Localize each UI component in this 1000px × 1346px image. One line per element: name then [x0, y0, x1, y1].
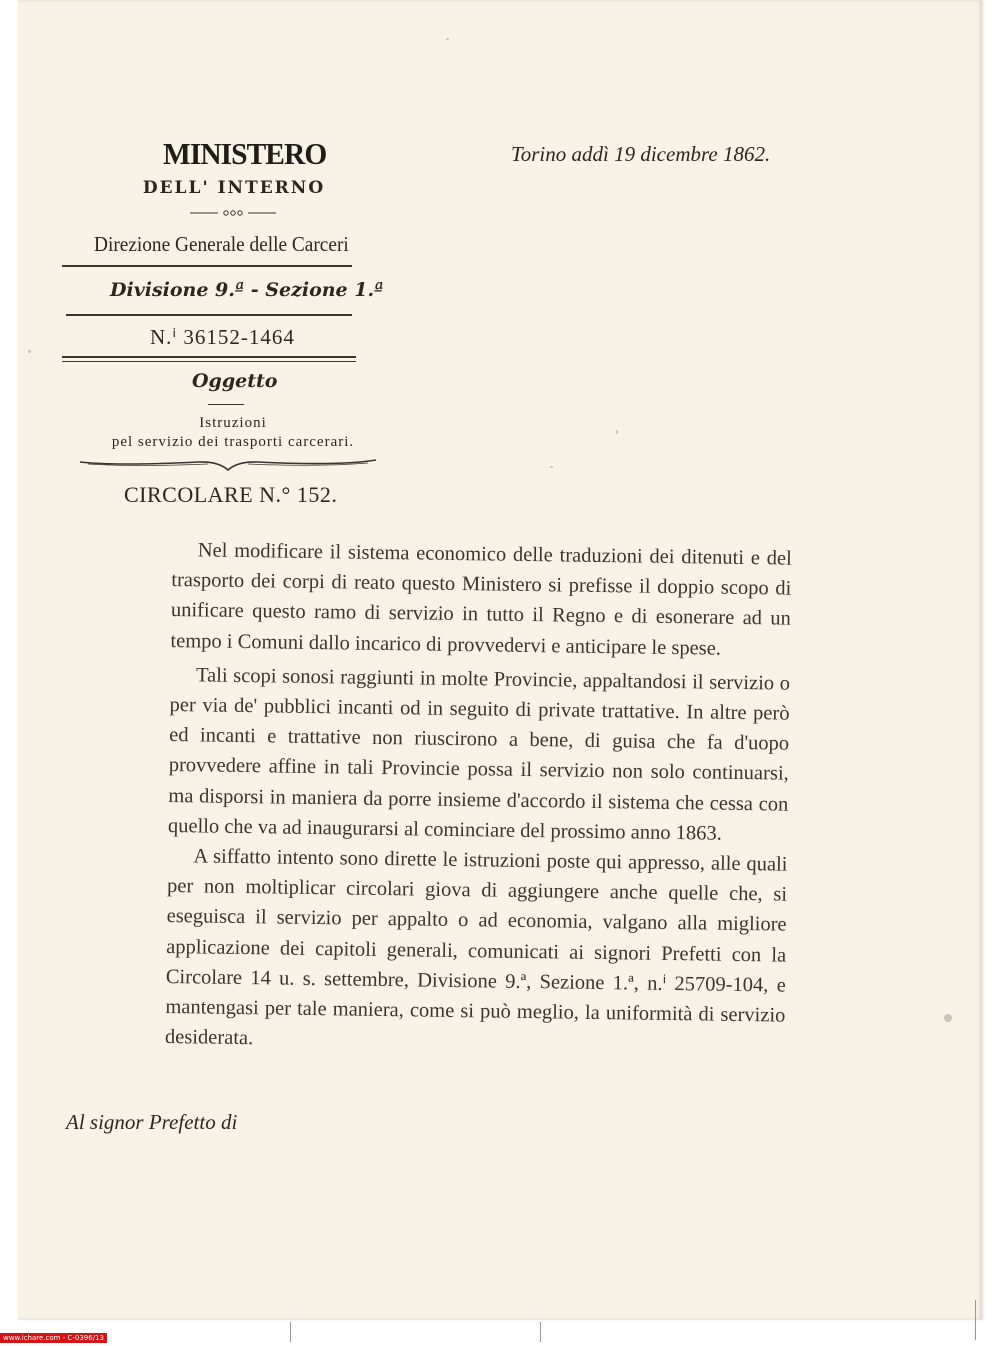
rule-divider-double	[62, 356, 356, 358]
scan-edge-mark	[975, 1300, 976, 1340]
paper-speck	[28, 350, 31, 353]
subject-text	[78, 414, 388, 452]
subject-line-2: pel servizio dei trasporti carcerari.	[111, 434, 355, 450]
scan-edge-mark	[290, 1322, 291, 1342]
date-line: Torino addì 19 dicembre 1862.	[511, 142, 771, 166]
letter-body	[165, 535, 792, 1061]
ministry-subtitle: DELL' INTERNO	[142, 178, 326, 198]
document-page	[18, 0, 982, 1320]
ministry-title: MINISTERO	[163, 136, 327, 171]
decorative-swash	[78, 456, 378, 476]
paper-speck	[944, 1014, 952, 1022]
scan-edge-mark	[540, 1322, 541, 1342]
body-paragraph: Tali scopi sonosi raggiunti in molte Provincie, appaltandosi il servizio o per via de' pubblici incanti od in seguito di private trattative. In altre però ed incanti e trattative non riuscirono a bene, di guisa che fa d'uopo provvedere affine in tali Provincie possa il servizio non solo continuarsi, ma disporsi in maniera da porre insieme d'accordo il sistema che cessa con quello che va ad inaugurarsi al cominciare del prossimo anno 1863.	[167, 664, 791, 845]
rule-divider	[62, 265, 352, 267]
subject-underline	[208, 404, 244, 405]
paper-speck	[446, 38, 449, 40]
body-paragraph: Nel modificare il sistema economico delle traduzioni dei ditenuti e del trasporto dei corpi di reato questo Ministero si prefisse il doppio scopo di unificare questo ramo di servizio in tutto il Regno e di esonerare ad un tempo i Comuni dallo incarico di provvedervi e anticipare le spese.	[170, 539, 792, 660]
paper-speck	[616, 430, 618, 434]
body-paragraph: A siffatto intento sono dirette le istruzioni poste qui appresso, alle quali per non moltiplicar circolari giova di aggiungere anche quelle che, si eseguisca il servizio per appalto o ad economia, valgano alla migliore applicazione dei capitoli generali, comunicati ai signori Prefetti con la Circolare 14 u. s. settembre, Divisione 9.ª, Sezione 1.ª, n.ⁱ 25709-104, e mantengasi per tale maniera, come si può meglio, la uniformità di servizio desiderata.	[164, 845, 788, 1050]
circular-number: CIRCOLARE N.° 152.	[124, 482, 338, 507]
watermark-label: www.ichare.com - C-0396/13	[0, 1333, 107, 1343]
rule-divider	[66, 314, 352, 316]
small-ornament	[188, 208, 278, 218]
rule-divider-double	[62, 361, 356, 362]
paper-speck	[550, 466, 553, 468]
subject-label: Oggetto	[192, 370, 278, 392]
directorate-label: Direzione Generale delle Carceri	[94, 232, 349, 256]
addressee-line: Al signor Prefetto di	[66, 1110, 238, 1134]
protocol-number: N.ⁱ 36152-1464	[150, 325, 295, 349]
division-label: Divisione 9.ª - Sezione 1.ª	[110, 279, 384, 301]
subject-line-1: Istruzioni	[199, 415, 267, 431]
